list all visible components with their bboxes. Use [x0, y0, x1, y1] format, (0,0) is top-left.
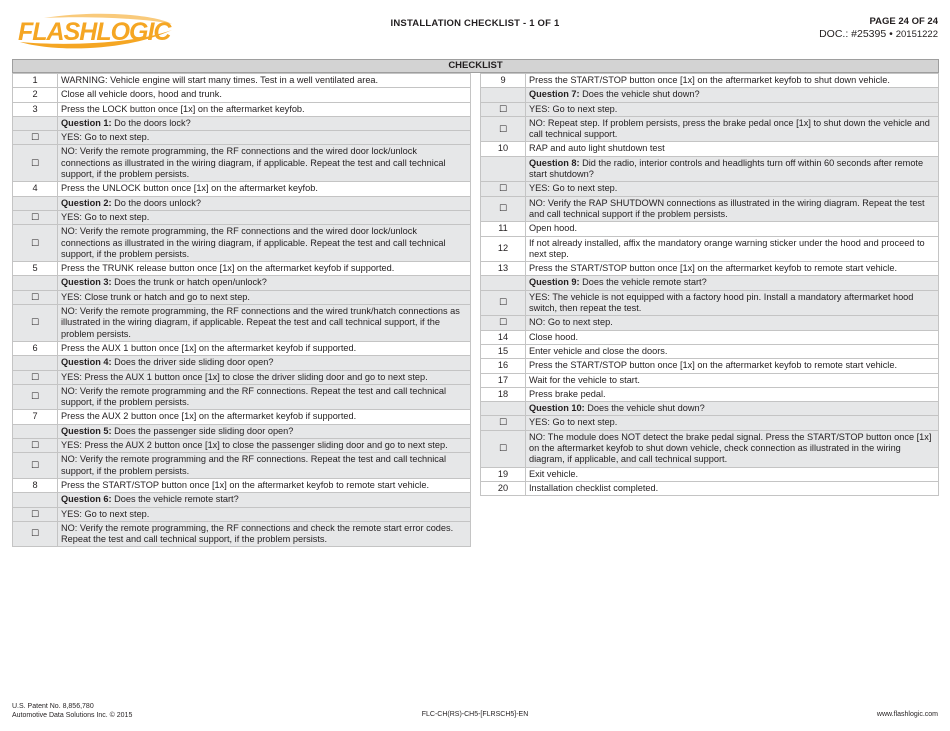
step-text: Press the START/STOP button once [1x] on the aftermarket keyfob to remote start vehicle. [526, 262, 939, 276]
step-number: 13 [481, 262, 526, 276]
question-label: Question 4: [61, 357, 112, 368]
checkbox-icon[interactable]: ☐ [481, 290, 526, 316]
step-text: Close all vehicle doors, hood and trunk. [58, 88, 471, 102]
step-number: 12 [481, 236, 526, 262]
option-text: NO: Verify the remote programming, the RF connections and the wired door lock/unlock connections as illustrated in the wiring diagram, if applicable. Repeat the test and call technical support, if the problem persists. [58, 145, 471, 182]
question-label: Question 2: [61, 197, 112, 208]
question-text [58, 493, 471, 507]
checklist-step-row [481, 262, 939, 276]
checkbox-icon[interactable]: ☐ [13, 507, 58, 521]
checkbox-icon[interactable]: ☐ [13, 290, 58, 304]
checklist-step-row [481, 222, 939, 236]
step-text: Press brake pedal. [526, 387, 939, 401]
question-body: Does the vehicle remote start? [114, 494, 239, 505]
option-text: YES: Go to next step. [58, 210, 471, 224]
checklist-step-row [481, 481, 939, 495]
step-number: 18 [481, 387, 526, 401]
option-text: NO: Verify the RAP SHUTDOWN connections as illustrated in the wiring diagram. Repeat the test and call technical support if the problem persists. [526, 196, 939, 222]
step-number: 3 [13, 102, 58, 116]
question-label: Question 8: [529, 157, 580, 168]
checklist-question-row [13, 493, 471, 507]
checklist-option-row [13, 290, 471, 304]
checklist-option-row [481, 102, 939, 116]
footer-doc-code: FLC-CH(RS)-CH5-[FLRSCH5]-EN [421, 711, 529, 718]
checkbox-icon[interactable]: ☐ [13, 131, 58, 145]
checklist-step-row [481, 387, 939, 401]
doc-number-value: DOC.: #25395 [819, 28, 887, 40]
step-number: 19 [481, 467, 526, 481]
checkbox-icon[interactable]: ☐ [13, 370, 58, 384]
question-label: Question 7: [529, 89, 580, 100]
checklist-step-row [13, 478, 471, 492]
question-body: Does the trunk or hatch open/unlock? [114, 277, 267, 288]
step-number: 2 [13, 88, 58, 102]
step-text: Close hood. [526, 330, 939, 344]
option-text: NO: The module does NOT detect the brake pedal signal. Press the START/STOP button once [1x] on the aftermarket keyfob to shut down vehicle, check connection as illustrated in the wiring diagram, if applicable, and call technical support. [526, 430, 939, 467]
question-text [58, 424, 471, 438]
question-label: Question 5: [61, 425, 112, 436]
checklist-option-row [481, 182, 939, 196]
page-title: INSTALLATION CHECKLIST - 1 OF 1 [390, 18, 560, 29]
checklist-banner: CHECKLIST [12, 59, 939, 73]
checkbox-icon[interactable]: ☐ [481, 116, 526, 142]
option-text: YES: Go to next step. [58, 131, 471, 145]
option-text: NO: Verify the remote programming and the RF connections. Repeat the test and call technical support, if the problem persists. [58, 453, 471, 479]
step-number: 9 [481, 74, 526, 88]
question-body: Does the driver side sliding door open? [114, 357, 274, 368]
checklist-left-column [12, 73, 471, 547]
question-body: Does the vehicle remote start? [582, 277, 707, 288]
checkbox-icon[interactable]: ☐ [13, 453, 58, 479]
checkbox-icon[interactable]: ☐ [13, 210, 58, 224]
question-spacer [13, 276, 58, 290]
checklist-option-row [481, 416, 939, 430]
checklist-option-row [481, 316, 939, 330]
question-body: Does the vehicle shut down? [587, 403, 705, 414]
checklist-question-row [13, 424, 471, 438]
checklist-step-row [13, 262, 471, 276]
step-text: Press the START/STOP button once [1x] on the aftermarket keyfob to remote start vehicle. [58, 478, 471, 492]
checkbox-icon[interactable]: ☐ [13, 521, 58, 547]
checklist-question-row [13, 116, 471, 130]
checklist-question-row [13, 196, 471, 210]
checklist-option-row [13, 131, 471, 145]
step-text: Press the AUX 1 button once [1x] on the aftermarket keyfob if supported. [58, 341, 471, 355]
checklist-question-row [481, 276, 939, 290]
checkbox-icon[interactable]: ☐ [13, 225, 58, 262]
option-text: YES: Close trunk or hatch and go to next step. [58, 290, 471, 304]
checkbox-icon[interactable]: ☐ [481, 416, 526, 430]
checklist-step-row [481, 142, 939, 156]
checkbox-icon[interactable]: ☐ [13, 384, 58, 410]
checkbox-icon[interactable]: ☐ [13, 439, 58, 453]
checkbox-icon[interactable]: ☐ [13, 145, 58, 182]
question-text [526, 402, 939, 416]
question-label: Question 6: [61, 494, 112, 505]
step-text: Press the TRUNK release button once [1x] on the aftermarket keyfob if supported. [58, 262, 471, 276]
step-number: 4 [13, 182, 58, 196]
step-text: Press the LOCK button once [1x] on the aftermarket keyfob. [58, 102, 471, 116]
checklist-option-row [13, 507, 471, 521]
step-number: 5 [13, 262, 58, 276]
checklist-step-row [13, 182, 471, 196]
step-number: 17 [481, 373, 526, 387]
step-text: Open hood. [526, 222, 939, 236]
checklist-question-row [481, 402, 939, 416]
question-spacer [481, 156, 526, 182]
step-text: Press the START/STOP button once [1x] on the aftermarket keyfob to shut down vehicle. [526, 74, 939, 88]
checklist-step-row [13, 102, 471, 116]
checklist-option-row [13, 145, 471, 182]
checklist-step-row [13, 341, 471, 355]
checklist-step-row [481, 236, 939, 262]
step-text: RAP and auto light shutdown test [526, 142, 939, 156]
checklist-option-row [13, 305, 471, 342]
question-body: Do the doors unlock? [114, 197, 201, 208]
question-spacer [13, 116, 58, 130]
footer-website: www.flashlogic.com [876, 711, 938, 718]
question-body: Does the vehicle shut down? [582, 89, 700, 100]
question-spacer [13, 493, 58, 507]
option-text: YES: The vehicle is not equipped with a factory hood pin. Install a mandatory aftermarket hood switch, then repeat the test. [526, 290, 939, 316]
question-spacer [481, 402, 526, 416]
step-text: Installation checklist completed. [526, 481, 939, 495]
question-text [526, 276, 939, 290]
checkbox-icon[interactable]: ☐ [481, 196, 526, 222]
option-text: YES: Press the AUX 2 button once [1x] to close the passenger sliding door and go to next step. [58, 439, 471, 453]
option-text: NO: Verify the remote programming, the RF connections and check the remote start error codes. Repeat the test and call technical support, if the problem persists. [58, 521, 471, 547]
question-label: Question 10: [529, 403, 585, 414]
checklist-option-row [13, 521, 471, 547]
step-number: 14 [481, 330, 526, 344]
question-label: Question 9: [529, 277, 580, 288]
step-number: 1 [13, 74, 58, 88]
checkbox-icon[interactable]: ☐ [13, 305, 58, 342]
question-text [58, 276, 471, 290]
step-number: 20 [481, 481, 526, 495]
checkbox-icon[interactable]: ☐ [481, 316, 526, 330]
step-text: Press the UNLOCK button once [1x] on the aftermarket keyfob. [58, 182, 471, 196]
checklist-option-row [481, 430, 939, 467]
option-text: NO: Verify the remote programming, the RF connections and the wired trunk/hatch connections as illustrated in the wiring diagram, if applicable. Repeat the test and call technical support, if the problem persists. [58, 305, 471, 342]
checklist-step-row [481, 344, 939, 358]
step-number: 8 [13, 478, 58, 492]
question-text [526, 88, 939, 102]
doc-date: 20151222 [895, 29, 938, 40]
checklist-step-row [481, 74, 939, 88]
question-body: Does the passenger side sliding door open? [114, 425, 294, 436]
step-number: 10 [481, 142, 526, 156]
option-text: NO: Verify the remote programming and the RF connections. Repeat the test and call technical support, if the problem persists. [58, 384, 471, 410]
checklist-option-row [481, 196, 939, 222]
question-spacer [13, 424, 58, 438]
question-text [58, 356, 471, 370]
option-text: NO: Repeat step. If problem persists, press the brake pedal once [1x] to shut down the vehicle and call technical support. [526, 116, 939, 142]
step-number: 6 [13, 341, 58, 355]
checklist-option-row [481, 116, 939, 142]
page-number: PAGE 24 OF 24 [869, 16, 938, 27]
checklist-option-row [13, 384, 471, 410]
step-text: Enter vehicle and close the doors. [526, 344, 939, 358]
checkbox-icon[interactable]: ☐ [481, 102, 526, 116]
step-text: Press the AUX 2 button once [1x] on the aftermarket keyfob if supported. [58, 410, 471, 424]
question-body: Do the doors lock? [114, 117, 191, 128]
checklist-option-row [13, 225, 471, 262]
checklist-option-row [481, 290, 939, 316]
question-label: Question 1: [61, 117, 112, 128]
footer-copyright: Automotive Data Solutions Inc. © 2015 [12, 712, 133, 719]
option-text: YES: Go to next step. [526, 182, 939, 196]
checklist-step-row [13, 74, 471, 88]
question-label: Question 3: [61, 277, 112, 288]
option-text: YES: Press the AUX 1 button once [1x] to close the driver sliding door and go to next step. [58, 370, 471, 384]
step-text: WARNING: Vehicle engine will start many times. Test in a well ventilated area. [58, 74, 471, 88]
checklist-question-row [13, 276, 471, 290]
step-number: 7 [13, 410, 58, 424]
step-number: 15 [481, 344, 526, 358]
question-spacer [481, 276, 526, 290]
checklist-step-row [13, 88, 471, 102]
checklist-question-row [481, 156, 939, 182]
svg-text:FLASHLOGIC: FLASHLOGIC [18, 18, 171, 46]
checklist-step-row [481, 373, 939, 387]
question-spacer [13, 356, 58, 370]
step-text: Exit vehicle. [526, 467, 939, 481]
checklist-option-row [13, 210, 471, 224]
checklist-question-row [13, 356, 471, 370]
checklist-step-row [481, 330, 939, 344]
question-text [526, 156, 939, 182]
step-text: Press the START/STOP button once [1x] on the aftermarket keyfob to remote start vehicle. [526, 359, 939, 373]
question-spacer [13, 196, 58, 210]
question-text [58, 116, 471, 130]
option-text: YES: Go to next step. [526, 416, 939, 430]
checklist-option-row [13, 439, 471, 453]
step-number: 11 [481, 222, 526, 236]
checklist-step-row [481, 359, 939, 373]
question-spacer [481, 88, 526, 102]
checkbox-icon[interactable]: ☐ [481, 182, 526, 196]
footer-patent: U.S. Patent No. 8,856,780 [12, 703, 94, 710]
checklist-option-row [13, 453, 471, 479]
option-text: NO: Go to next step. [526, 316, 939, 330]
option-text: NO: Verify the remote programming, the RF connections and the wired door lock/unlock connections as illustrated in the wiring diagram, if applicable. Repeat the test and call technical support, if the problem persists. [58, 225, 471, 262]
checklist-right-column [480, 73, 939, 496]
step-text: Wait for the vehicle to start. [526, 373, 939, 387]
checklist-question-row [481, 88, 939, 102]
checkbox-icon[interactable]: ☐ [481, 430, 526, 467]
option-text: YES: Go to next step. [526, 102, 939, 116]
question-text [58, 196, 471, 210]
question-body: Did the radio, interior controls and headlights turn off within 60 seconds after remote start shutdown? [529, 157, 924, 180]
option-text: YES: Go to next step. [58, 507, 471, 521]
checklist-option-row [13, 370, 471, 384]
step-text: If not already installed, affix the mandatory orange warning sticker under the hood and proceed to next step. [526, 236, 939, 262]
step-number: 16 [481, 359, 526, 373]
doc-number: DOC.: #25395 • 20151222 [819, 28, 938, 40]
checklist-step-row [481, 467, 939, 481]
checklist-step-row [13, 410, 471, 424]
